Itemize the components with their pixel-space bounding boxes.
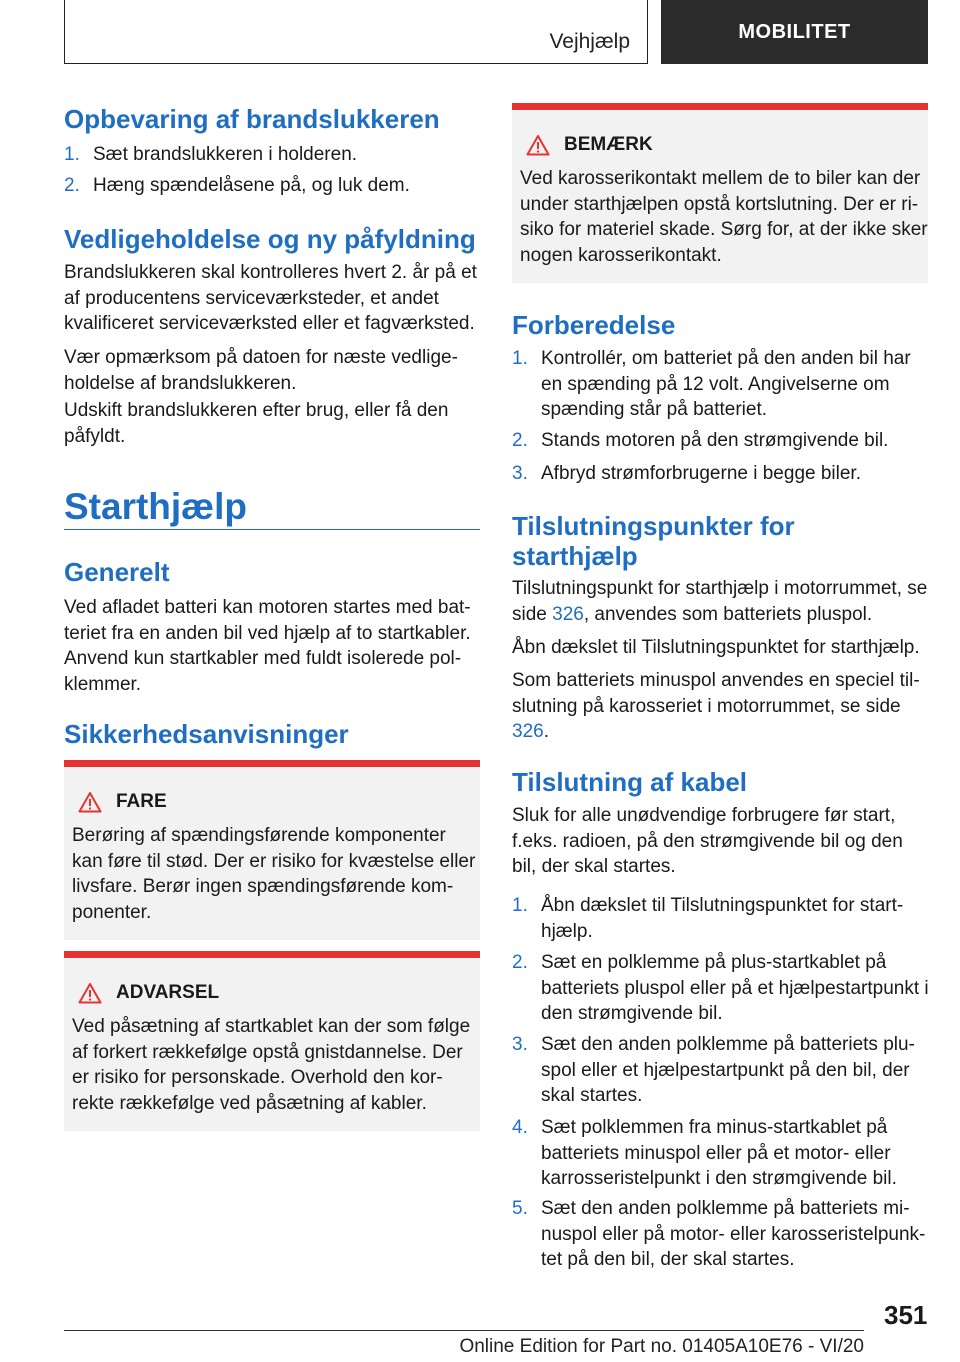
note-text: Ved karosserikontakt mellem de to biler kan der under starthjælpen opstå kortslutning. Der er ri-siko for materiel skade. Sørg for, at der ikke sker nogen karosserikontakt. — [520, 168, 928, 266]
list-number: 2. — [64, 175, 80, 196]
warning-text: Berøring af spændingsførende komponenter kan føre til stød. Der er risiko for kvæstelse eller livsfare. Berør ingen spændingsførende kom-ponenter. — [72, 825, 476, 923]
heading-opbevaring: Opbevaring af brandslukkeren — [64, 104, 440, 134]
list-number: 2. — [512, 430, 528, 451]
page-ref-link[interactable]: 326 — [512, 721, 544, 742]
list-number: 1. — [512, 895, 528, 916]
footer-rule — [64, 1330, 864, 1331]
paragraph: Brandslukkeren skal kontrolleres hvert 2. år på et af producentens serviceværksteder, et andet kvalificeret serviceværksted eller et fagværksted. — [64, 262, 477, 334]
heading-tilslutningspunkter: Tilslutningspunkter for starthjælp — [512, 511, 795, 571]
heading-rule — [64, 529, 480, 530]
list-text: Afbryd strømforbrugerne i begge biler. — [541, 463, 861, 484]
page-number: 351 — [884, 1300, 928, 1330]
paragraph — [512, 576, 932, 627]
list-item — [64, 142, 484, 168]
note-header — [526, 134, 653, 156]
paragraph-text: , anvendes som batteriets pluspol. — [583, 603, 873, 625]
list-text: Kontrollér, om batteriet på den anden bil har en spænding på 12 volt. Angivelserne om spænding står på batteriet. — [541, 348, 911, 420]
warning-triangle-icon — [526, 134, 550, 156]
list-text: Sæt den anden polklemme på batteriets mi-nuspol eller på motor- eller karosseristelpunk-tet på den bil, der skal startes. — [541, 1198, 926, 1270]
paragraph: Vær opmærksom på datoen for næste vedlige-holdelse af brandslukkeren. — [64, 347, 458, 394]
warning-title: ADVARSEL — [116, 982, 220, 1003]
heading-starthjaelp: Starthjælp — [64, 486, 247, 527]
list-item — [512, 950, 932, 1027]
list-item — [512, 346, 932, 423]
paragraph-text: . — [543, 721, 549, 742]
list-text: Sæt brandslukkeren i holderen. — [93, 144, 358, 165]
warning-header — [78, 982, 219, 1004]
heading-tilslutning-kabel: Tilslutning af kabel — [512, 767, 748, 797]
list-number: 4. — [512, 1117, 528, 1138]
paragraph: Ved afladet batteri kan motoren startes med bat-teriet fra en anden bil ved hjælp af to startkabler. Anvend kun startkabler med fuldt isolerede pol-klemmer. — [64, 597, 471, 695]
list-number: 3. — [512, 463, 528, 484]
list-text: Sæt polklemmen fra minus-startkablet på batteriets minuspol eller på et motor- eller karrosseristelpunkt i den strømgivende bil. — [541, 1117, 897, 1189]
warning-triangle-icon — [78, 791, 102, 813]
section-title: Vejhjælp — [549, 30, 630, 53]
list-number: 1. — [512, 348, 528, 369]
paragraph-text: Tilslutningspunkt for starthjælp i motorrummet, se side — [512, 578, 928, 625]
list-text: Sæt en polklemme på plus-startkablet på batteriets pluspol eller på et hjælpestartpunkt i den strømgivende bil. — [541, 952, 929, 1024]
chapter-tab[interactable] — [661, 0, 928, 64]
warning-text: Ved påsætning af startkablet kan der som følge af forkert rækkefølge opstå gnistdannelse. Der er risiko for personskade. Overhold den kor-rekte rækkefølge ved påsætning af kabler. — [72, 1016, 471, 1114]
list-text: Hæng spændelåsene på, og luk dem. — [93, 175, 410, 196]
list-item — [512, 1032, 932, 1109]
warning-header — [78, 791, 167, 813]
list-item — [512, 893, 932, 944]
warning-triangle-icon — [78, 982, 102, 1004]
list-item — [512, 1196, 932, 1273]
chapter-tab-label: MOBILITET — [738, 20, 851, 43]
paragraph: Åbn dækslet til Tilslutningspunktet for starthjælp. — [512, 637, 920, 658]
list-text: Sæt den anden polklemme på batteriets plu-spol eller et hjælpestartpunkt på den bil, der skal startes. — [541, 1034, 915, 1106]
paragraph: Udskift brandslukkeren efter brug, eller få den påfyldt. — [64, 400, 449, 447]
note-title: BEMÆRK — [564, 134, 653, 155]
warning-title: FARE — [116, 791, 167, 812]
paragraph: Sluk for alle unødvendige forbrugere før start, f.eks. radioen, på den strømgivende bil og den bil, der skal startes. — [512, 805, 903, 877]
heading-forberedelse: Forberedelse — [512, 310, 676, 340]
list-number: 3. — [512, 1034, 528, 1055]
warning-box-fare — [64, 760, 480, 940]
warning-box-advarsel — [64, 951, 480, 1131]
page-ref-link[interactable]: 326 — [552, 603, 584, 625]
footer-edition: Online Edition for Part no. 01405A10E76 - VI/20 — [459, 1336, 864, 1357]
list-item — [512, 1115, 932, 1192]
paragraph-text: Som batteriets minuspol anvendes en speciel til-slutning på karosseriet i motorrummet, se side — [512, 670, 920, 717]
list-item — [64, 173, 484, 199]
list-item — [512, 461, 932, 487]
list-number: 5. — [512, 1198, 528, 1219]
list-number: 1. — [64, 144, 80, 165]
paragraph — [512, 668, 924, 745]
list-text: Åbn dækslet til Tilslutningspunktet for start-hjælp. — [541, 895, 904, 942]
heading-sikkerhed: Sikkerhedsanvisninger — [64, 719, 349, 749]
note-box-bemaerk — [512, 103, 928, 283]
heading-generelt: Generelt — [64, 557, 170, 587]
list-text: Stands motoren på den strømgivende bil. — [541, 430, 889, 451]
heading-vedligeholdelse: Vedligeholdelse og ny påfyldning — [64, 224, 476, 254]
list-number: 2. — [512, 952, 528, 973]
list-item — [512, 428, 932, 454]
